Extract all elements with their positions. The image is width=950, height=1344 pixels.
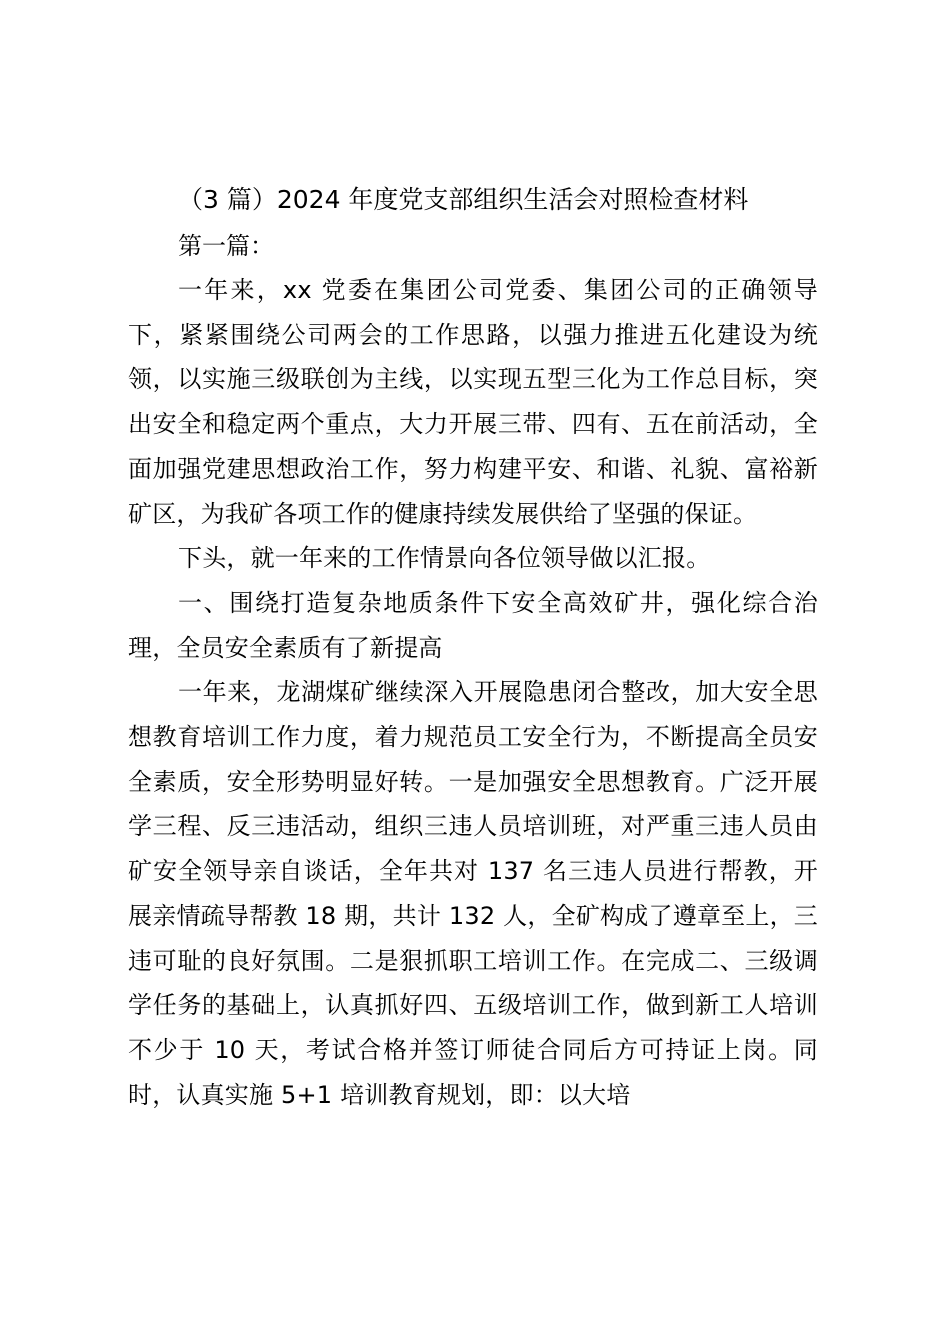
document-body: [128, 176, 818, 1117]
paragraph-intro: 一年来，xx 党委在集团公司党委、集团公司的正确领导下，紧紧围绕公司两会的工作思路，以强力推进五化建设为统领，以实施三级联创为主线，以实现五型三化为工作总目标，突出安全和稳定两个重点，大力开展三带、四有、五在前活动，全面加强党建思想政治工作，努力构建平安、和谐、礼貌、富裕新矿区，为我矿各项工作的健康持续发展供给了坚强的保证。: [128, 276, 818, 528]
paragraph-transition: 下头，就一年来的工作情景向各位领导做以汇报。: [178, 544, 711, 573]
paragraph-safety: 一年来，龙湖煤矿继续深入开展隐患闭合整改，加大安全思想教育培训工作力度，着力规范员工安全行为，不断提高全员安全素质，安全形势明显好转。一是加强安全思想教育。广泛开展学三程、反三违活动，组织三违人员培训班，对严重三违人员由矿安全领导亲自谈话，全年共对 137 名三违人员进行帮教，开展亲情疏导帮教 18 期，共计 132 人，全矿构成了遵章至上，三违可耻的良好氛围。二是狠抓职工培训工作。在完成二、三级调学任务的基础上，认真抓好四、五级培训工作，做到新工人培训不少于 10 天，考试合格并签订师徒合同后方可持证上岗。同时，认真实施 5+1 培训教育规划，即：以大培: [128, 678, 818, 1109]
document-title: （3 篇）2024 年度党支部组织生活会对照检查材料: [178, 185, 749, 214]
section-heading-1: 一、围绕打造复杂地质条件下安全高效矿井，强化综合治理，全员安全素质有了新提高: [128, 588, 818, 662]
section-label: 第一篇：: [178, 232, 274, 260]
